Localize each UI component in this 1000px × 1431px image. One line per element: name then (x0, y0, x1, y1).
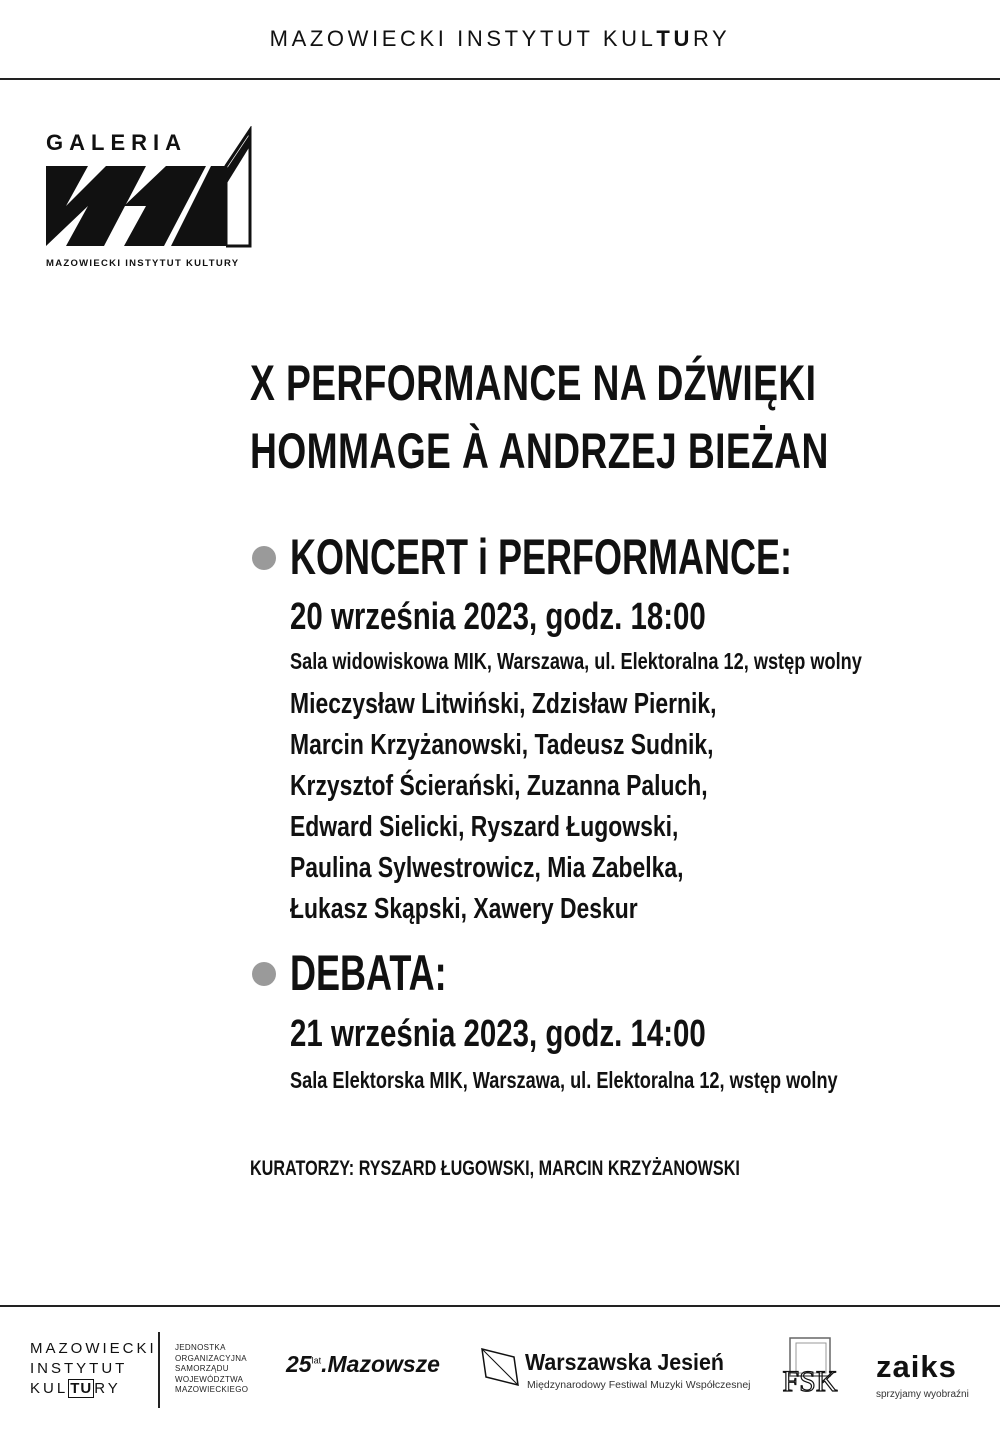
footer-mik-line (30, 1379, 157, 1399)
footer-sponsors (0, 1305, 1000, 1431)
footer-unit-line: SAMORZĄDU (175, 1364, 229, 1373)
concert-date: 20 września 2023, godz. 18:00 (290, 596, 706, 638)
debate-date: 21 września 2023, godz. 14:00 (290, 1013, 706, 1055)
footer-unit-text (175, 1343, 248, 1396)
header-title-end: RY (692, 26, 731, 51)
footer-mik-line: INSTYTUT (30, 1360, 128, 1377)
zaiks-tagline: sprzyjamy wyobraźni (876, 1389, 969, 1400)
footer-mazowsze-logo (286, 1351, 440, 1378)
galeria-word: GALERIA (46, 130, 187, 155)
warszawska-jesien-subtitle: Międzynarodowy Festiwal Muzyki Współczesnej (527, 1379, 751, 1391)
header-title-part: MAZOWIECKI INSTYTUT KUL (269, 26, 657, 51)
mazowsze-lat: lat (311, 1355, 322, 1366)
galeria-subtitle: MAZOWIECKI INSTYTUT KULTURY (46, 258, 240, 269)
header-title (0, 26, 1000, 52)
footer-mik-logo (30, 1339, 157, 1399)
performers-line: Łukasz Skąpski, Xawery Deskur (290, 893, 638, 925)
footer-mik-part: RY (94, 1380, 121, 1397)
concert-bullet-icon (252, 546, 276, 570)
header-bar (0, 0, 1000, 80)
footer-mik-part: KUL (30, 1380, 69, 1397)
footer-unit-line: ORGANIZACYJNA (175, 1353, 247, 1363)
curators-line: KURATORZY: RYSZARD ŁUGOWSKI, MARCIN KRZYŻANOWSKI (250, 1157, 740, 1180)
event-title-line-1: X PERFORMANCE NA DŹWIĘKI (250, 355, 817, 411)
debate-label: DEBATA: (290, 945, 447, 1001)
footer-mik-line: MAZOWIECKI (30, 1340, 157, 1357)
debate-venue: Sala Elektorska MIK, Warszawa, ul. Elektoralna 12, wstęp wolny (290, 1067, 838, 1093)
footer-mik-tu: TU (70, 1380, 93, 1397)
mazowsze-number: 25 (286, 1351, 312, 1377)
footer-unit-line: WOJEWÓDZTWA (175, 1374, 244, 1384)
galeria-logo (46, 126, 256, 271)
concert-venue: Sala widowiskowa MIK, Warszawa, ul. Elektoralna 12, wstęp wolny (290, 648, 862, 674)
footer-unit-line: MAZOWIECKIEGO (175, 1385, 249, 1394)
warszawska-jesien-icon (480, 1347, 520, 1387)
performers-line: Krzysztof Ścierański, Zuzanna Paluch, (290, 770, 708, 802)
warszawska-jesien-title: Warszawska Jesień (525, 1349, 724, 1375)
performers-line: Edward Sielicki, Ryszard Ługowski, (290, 811, 679, 843)
galeria-mark-icon (46, 126, 256, 251)
footer-unit-line: JEDNOSTKA (175, 1343, 226, 1352)
debate-bullet-icon (252, 962, 276, 986)
event-title-line-2: HOMMAGE À ANDRZEJ BIEŻAN (250, 423, 829, 479)
zaiks-logo: zaiks (876, 1349, 957, 1384)
fsk-text: FSK (782, 1365, 838, 1397)
fsk-logo (764, 1335, 856, 1397)
performers-line: Paulina Sylwestrowicz, Mia Zabelka, (290, 852, 684, 884)
header-title-tu: TU (656, 26, 693, 51)
mazowsze-word: .Mazowsze (321, 1351, 440, 1377)
footer-divider (158, 1332, 160, 1408)
concert-label: KONCERT i PERFORMANCE: (290, 529, 792, 585)
performers-line: Mieczysław Litwiński, Zdzisław Piernik, (290, 688, 717, 720)
performers-line: Marcin Krzyżanowski, Tadeusz Sudnik, (290, 729, 714, 761)
